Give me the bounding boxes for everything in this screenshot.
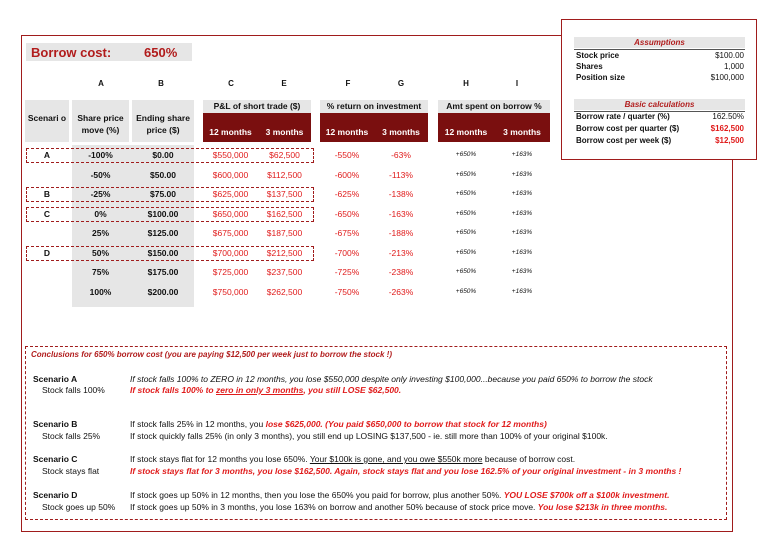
header-ret-12m: 12 months	[320, 113, 374, 142]
scenario-a-name: Scenario A	[33, 374, 78, 384]
cell-pl-3m: $112,500	[267, 169, 302, 180]
scenario-a-line2-part: If stock falls 100% to	[130, 385, 216, 395]
header-pl-group: P&L of short trade ($)	[203, 100, 311, 113]
cell-return-3m: -263%	[388, 286, 414, 297]
cell-pl-3m: $237,500	[266, 267, 303, 277]
cell-scenario: A	[43, 150, 51, 160]
scenario-a-line2-underlined: zero in only 3 months	[215, 385, 304, 395]
scenario-b-line2: If stock quickly falls 25% (in only 3 months), you still end up LOSING $137,500 - ie. still more than 100% of your original $100k.	[130, 431, 608, 441]
cell-borrow-3m: +163%	[511, 151, 533, 158]
calc-value-rate: 162.50%	[712, 112, 744, 121]
assump-label-shares: Shares	[576, 62, 603, 71]
scenario-b-line1-emph: lose $625,000. (You paid $650,000 to borrow that stock for 12 months)	[265, 419, 547, 429]
divider	[574, 49, 745, 50]
borrow-cost-box	[26, 43, 192, 61]
header-borrow-group: Amt spent on borrow %	[438, 100, 550, 113]
conclusions-panel	[25, 346, 727, 520]
col-letter-e: E	[281, 79, 287, 88]
cell-pl-3m: $187,500	[266, 228, 303, 238]
cell-borrow-12m: +650%	[455, 268, 477, 275]
cell-return-12m: -750%	[334, 286, 360, 297]
header-ret-3m: 3 months	[374, 113, 428, 142]
cell-scenario: C	[43, 208, 51, 219]
scenario-b-sub: Stock falls 25%	[42, 431, 101, 441]
scenario-c-name: Scenario C	[33, 454, 78, 464]
cell-pl-3m: $162,500	[266, 208, 303, 219]
cell-borrow-3m: +163%	[511, 209, 533, 217]
assumptions-panel	[561, 19, 757, 160]
col-letter-a: A	[98, 79, 104, 88]
table-row	[0, 243, 560, 263]
cell-return-12m: -600%	[334, 169, 360, 180]
cell-pl-12m: $625,000	[212, 189, 249, 199]
scenario-c-line1	[130, 454, 575, 464]
cell-pl-12m: $725,000	[212, 267, 249, 277]
cell-share-move: -100%	[88, 150, 113, 160]
cell-borrow-3m: +163%	[511, 268, 533, 275]
scenario-c-line1-part: If stock stays flat for 12 months you lose 650%.	[130, 454, 310, 464]
cell-pl-3m: $62,500	[269, 150, 300, 160]
cell-scenario	[25, 223, 69, 243]
scenario-b-line1-part: If stock falls 25% in 12 months, you	[130, 419, 266, 429]
scenario-a-line2	[130, 385, 401, 395]
scenario-d-name: Scenario D	[33, 490, 78, 500]
table-row	[0, 165, 560, 185]
col-letter-f: F	[345, 79, 351, 88]
cell-ending-price: $175.00	[147, 267, 179, 277]
borrow-cost-value: 650%	[144, 45, 178, 60]
cell-pl-12m: $550,000	[212, 150, 249, 160]
cell-borrow-12m: +650%	[455, 190, 477, 197]
cell-share-move: 75%	[91, 267, 109, 277]
col-letter-h: H	[463, 79, 469, 88]
table-row	[0, 282, 560, 302]
cell-pl-12m: $675,000	[212, 228, 249, 238]
cell-return-3m: -63%	[391, 150, 411, 160]
scenario-c-sub: Stock stays flat	[42, 466, 100, 476]
cell-return-3m: -113%	[389, 169, 413, 180]
cell-borrow-12m: +650%	[455, 248, 477, 256]
calc-value-quarter: $162,500	[710, 124, 744, 133]
cell-return-12m: -700%	[334, 247, 360, 258]
header-borrow-12m: 12 months	[438, 113, 494, 142]
assumptions-title: Assumptions	[574, 37, 745, 48]
header-scenario: Scenari o	[25, 100, 69, 142]
col-letter-c: C	[228, 79, 234, 88]
cell-return-3m: -138%	[388, 189, 414, 199]
scenario-c-line1-underlined: Your $100k is gone, and you owe $550k more	[309, 454, 483, 464]
cell-pl-12m: $700,000	[212, 247, 249, 258]
scenario-a-line1: If stock falls 100% to ZERO in 12 months, you lose $550,000 despite only investing $100,000...because you paid 650% to borrow the stock	[130, 374, 653, 384]
assump-value-shares: 1,000	[723, 62, 744, 71]
cell-share-move: -25%	[90, 189, 111, 199]
cell-borrow-3m: +163%	[511, 248, 533, 256]
header-ending-price: Ending share price ($)	[132, 100, 194, 142]
table-row	[0, 204, 560, 224]
table-row	[0, 145, 560, 165]
assump-value-position: $100,000	[710, 73, 744, 82]
cell-share-move: 50%	[91, 247, 109, 258]
calc-label-rate: Borrow rate / quarter (%)	[576, 112, 670, 121]
calc-label-week: Borrow cost per week ($)	[576, 136, 672, 145]
cell-borrow-3m: +163%	[511, 190, 533, 197]
calc-value-week: $12,500	[715, 136, 744, 145]
cell-ending-price: $0.00	[152, 150, 174, 160]
scenario-c-line1-end: because of borrow cost.	[482, 454, 576, 464]
cell-return-3m: -238%	[388, 267, 414, 277]
header-share-move: Share price move (%)	[72, 100, 129, 142]
cell-borrow-12m: +650%	[455, 229, 477, 236]
cell-scenario	[25, 262, 69, 282]
cell-borrow-12m: +650%	[455, 209, 477, 217]
cell-return-3m: -188%	[388, 228, 414, 238]
cell-return-12m: -725%	[334, 267, 360, 277]
table-row	[0, 184, 560, 204]
scenario-c-line2: If stock stays flat for 3 months, you lose $162,500. Again, stock stays flat and you lose 162.5% of your original investment - in 3 months !	[130, 466, 682, 476]
assump-value-stock-price: $100.00	[715, 51, 744, 60]
cell-borrow-12m: +650%	[455, 287, 477, 295]
cell-return-3m: -163%	[388, 208, 414, 219]
header-pl-12m: 12 months	[203, 113, 258, 142]
cell-pl-3m: $262,500	[266, 286, 303, 297]
cell-share-move: 25%	[91, 228, 109, 238]
cell-borrow-3m: +163%	[511, 287, 533, 295]
cell-scenario	[25, 282, 69, 302]
scenario-b-name: Scenario B	[33, 419, 78, 429]
col-letter-b: B	[158, 79, 164, 88]
assump-label-position: Position size	[576, 73, 625, 82]
header-pl-3m: 3 months	[258, 113, 311, 142]
scenario-d-line1-emph: YOU LOSE $700k off a $100k investment.	[503, 490, 670, 500]
cell-ending-price: $50.00	[150, 169, 176, 180]
cell-borrow-12m: +650%	[455, 170, 477, 178]
cell-pl-12m: $600,000	[212, 169, 249, 180]
cell-return-3m: -213%	[388, 247, 414, 258]
scenario-b-line1	[130, 419, 547, 429]
scenario-d-line2	[130, 502, 667, 512]
scenario-d-sub: Stock goes up 50%	[42, 502, 116, 512]
cell-pl-3m: $137,500	[266, 189, 303, 199]
conclusions-title: Conclusions for 650% borrow cost (you are paying $12,500 per week just to borrow the stock !)	[31, 350, 392, 359]
assump-label-stock-price: Stock price	[576, 51, 620, 60]
cell-ending-price: $150.00	[147, 247, 179, 258]
scenario-a-sub: Stock falls 100%	[42, 385, 105, 395]
scenario-d-line1	[130, 490, 669, 500]
cell-scenario: D	[43, 247, 51, 258]
cell-borrow-12m: +650%	[455, 151, 477, 158]
cell-ending-price: $200.00	[147, 286, 179, 297]
col-letter-g: G	[397, 79, 405, 88]
scenario-d-line1-part: If stock goes up 50% in 12 months, then you lose the 650% you paid for borrow, plus another 50%.	[130, 490, 504, 500]
cell-share-move: -50%	[90, 169, 111, 180]
header-return-group: % return on investment	[320, 100, 428, 113]
borrow-cost-label: Borrow cost:	[31, 45, 112, 60]
cell-pl-12m: $650,000	[212, 208, 249, 219]
scenario-d-line2-emph: You lose $213k in three months.	[537, 502, 668, 512]
cell-return-12m: -625%	[334, 189, 360, 199]
calc-label-quarter: Borrow cost per quarter ($)	[576, 124, 680, 133]
cell-share-move: 100%	[89, 286, 112, 297]
cell-scenario	[25, 165, 69, 185]
cell-pl-12m: $750,000	[212, 286, 249, 297]
cell-pl-3m: $212,500	[266, 247, 303, 258]
cell-scenario: B	[43, 189, 51, 199]
cell-ending-price: $75.00	[150, 189, 176, 199]
col-letter-i: I	[515, 79, 519, 88]
cell-return-12m: -550%	[334, 150, 360, 160]
scenario-a-line2-end: , you still LOSE $62,500.	[303, 385, 402, 395]
cell-ending-price: $125.00	[147, 228, 179, 238]
calculations-title: Basic calculations	[574, 99, 745, 110]
cell-return-12m: -650%	[334, 208, 360, 219]
cell-borrow-3m: +163%	[511, 229, 533, 236]
scenario-d-line2-part: If stock goes up 50% in 3 months, you lose 163% on borrow and another 50% because of stock price move.	[130, 502, 538, 512]
cell-return-12m: -675%	[334, 228, 360, 238]
cell-borrow-3m: +163%	[511, 170, 533, 178]
table-row	[0, 223, 560, 243]
table-row	[0, 262, 560, 282]
cell-ending-price: $100.00	[147, 208, 179, 219]
cell-share-move: 0%	[94, 208, 107, 219]
header-borrow-3m: 3 months	[494, 113, 550, 142]
